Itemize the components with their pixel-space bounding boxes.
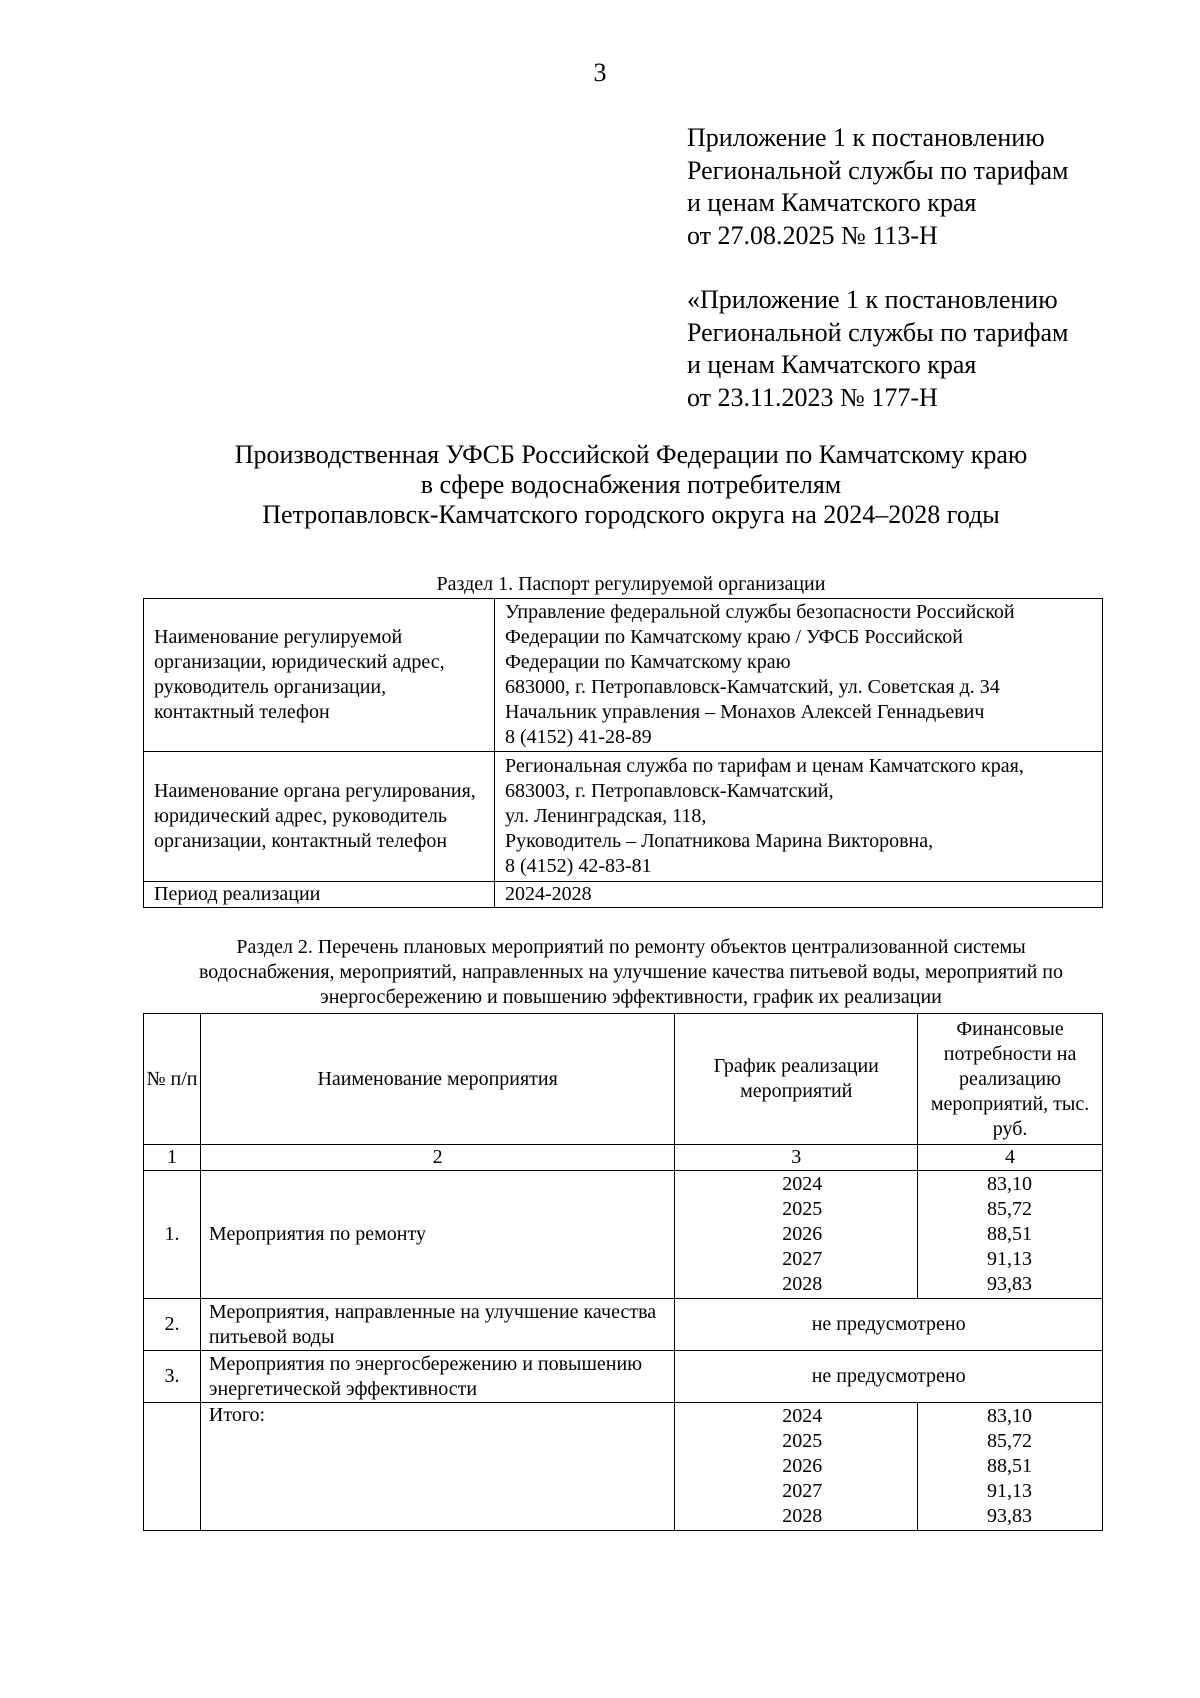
column-number: 4 [918,1145,1103,1171]
year: 2026 [782,1223,823,1245]
year: 2024 [782,1173,823,1195]
year: 2025 [782,1198,823,1220]
table-row [144,1171,1103,1299]
row-name: Мероприятия, направленные на улучшение качества питьевой воды [200,1299,674,1351]
year: 2028 [782,1505,823,1527]
table-row [144,752,1103,882]
table-row [144,882,1103,908]
passport-value [495,752,1103,882]
passport-label: Наименование регулируемой организации, юридический адрес, руководитель организации, контактный телефон [144,599,495,752]
value-line: Управление федеральной службы безопасности Российской [505,601,1015,623]
value-line: 683003, г. Петропавловск-Камчатский, [505,780,834,802]
year: 2025 [782,1430,823,1452]
appendix-line: и ценам Камчатского края [687,188,977,217]
title-line: Производственная УФСБ Российской Федерации по Камчатскому краю [234,440,1028,469]
amount: 83,10 [987,1173,1032,1195]
amount: 93,83 [987,1273,1032,1295]
year: 2026 [782,1455,823,1477]
row-amounts [918,1171,1103,1299]
total-years [675,1403,918,1531]
table-row [144,1351,1103,1403]
amount: 88,51 [987,1455,1032,1477]
passport-value [495,599,1103,752]
page-number: 3 [593,58,607,87]
appendix-line: и ценам Камчатского края [687,350,977,379]
appendix-reference-original [687,284,1068,414]
amount: 83,10 [987,1405,1032,1427]
caption-line: энергосбережению и повышению эффективности, график их реализации [320,986,942,1008]
row-name: Мероприятия по ремонту [200,1171,674,1299]
row-note: не предусмотрено [675,1299,1103,1351]
passport-label: Наименование органа регулирования, юридический адрес, руководитель организации, контактный телефон [144,752,495,882]
header-finance: Финансовые потребности на реализацию мероприятий, тыс. руб. [918,1014,1103,1145]
total-amounts [918,1403,1103,1531]
appendix-line: от 23.11.2023 № 177-Н [687,382,938,412]
appendix-reference-current [687,122,1068,252]
value-line: 8 (4152) 41-28-89 [505,726,652,748]
value-line: Федерации по Камчатскому краю / УФСБ Российской [505,626,963,648]
year: 2024 [782,1405,823,1427]
section2-caption [0,935,1200,1010]
caption-line: водоснабжения, мероприятий, направленных на улучшение качества питьевой воды, мероприятий по [198,961,1064,983]
row-num: 3. [144,1351,201,1403]
column-number-row [144,1145,1103,1171]
value-line: 683000, г. Петропавловск-Камчатский, ул. Советская д. 34 [505,676,1000,698]
header-row [144,1014,1103,1145]
passport-table [143,598,1103,908]
value-line: ул. Ленинградская, 118, [505,805,707,827]
appendix-line: Приложение 1 к постановлению [687,123,1045,152]
table-row [144,599,1103,752]
appendix-line: от 27.08.2025 № 113-Н [687,220,938,250]
amount: 88,51 [987,1223,1032,1245]
document-title [0,440,1200,530]
amount: 93,83 [987,1505,1032,1527]
amount: 85,72 [987,1430,1032,1452]
total-num [144,1403,201,1531]
amount: 91,13 [987,1248,1032,1270]
column-number: 1 [144,1145,201,1171]
row-num: 1. [144,1171,201,1299]
caption-line: Раздел 2. Перечень плановых мероприятий по ремонту объектов централизованной системы [236,936,1026,958]
column-number: 2 [200,1145,674,1171]
total-label: Итого: [200,1403,674,1531]
section1-caption: Раздел 1. Паспорт регулируемой организации [436,573,826,595]
value-line: 8 (4152) 42-83-81 [505,855,652,877]
amount: 91,13 [987,1480,1032,1502]
column-number: 3 [675,1145,918,1171]
appendix-line: Региональной службы по тарифам [687,317,1069,347]
title-line: в сфере водоснабжения потребителям [420,470,842,499]
year: 2028 [782,1273,823,1295]
title-line: Петропавловск-Камчатского городского округа на 2024–2028 годы [262,500,1000,529]
row-note: не предусмотрено [675,1351,1103,1403]
row-years [675,1171,918,1299]
value-line: Руководитель – Лопатникова Марина Викторовна, [505,830,934,852]
header-schedule: График реализации мероприятий [675,1014,918,1145]
passport-label: Период реализации [144,882,495,908]
value-line: Начальник управления – Монахов Алексей Геннадьевич [505,701,985,723]
row-name: Мероприятия по энергосбережению и повышению энергетической эффективности [200,1351,674,1403]
passport-value [495,882,1103,908]
appendix-line: «Приложение 1 к постановлению [687,285,1058,314]
header-name: Наименование мероприятия [200,1014,674,1145]
row-num: 2. [144,1299,201,1351]
value-line: Региональная служба по тарифам и ценам Камчатского края, [505,755,1024,777]
table-row [144,1299,1103,1351]
header-num: № п/п [144,1014,201,1145]
year: 2027 [782,1248,823,1270]
value-line: 2024-2028 [505,883,592,905]
total-row [144,1403,1103,1531]
plan-table [143,1013,1103,1531]
year: 2027 [782,1480,823,1502]
value-line: Федерации по Камчатскому краю [505,651,791,673]
amount: 85,72 [987,1198,1032,1220]
appendix-line: Региональной службы по тарифам [687,155,1069,185]
